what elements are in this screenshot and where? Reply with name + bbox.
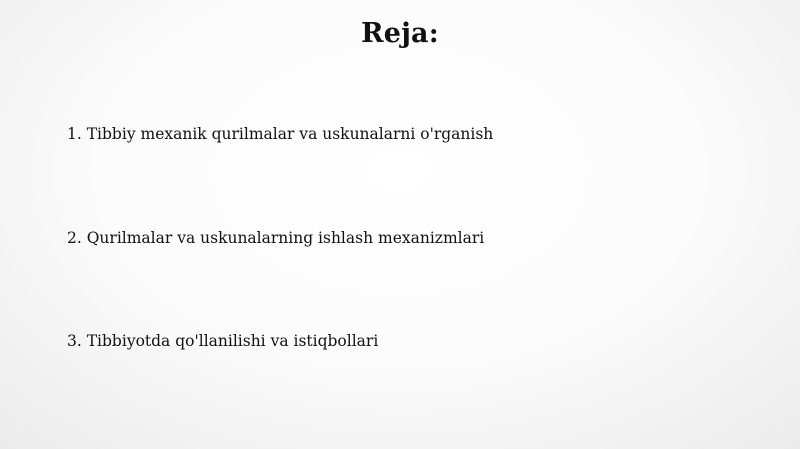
- plan-item-1: 1. Tibbiy mexanik qurilmalar va uskunalarni o'rganish: [67, 125, 494, 143]
- plan-item-3: 3. Tibbiyotda qo'llanilishi va istiqbollari: [67, 332, 379, 350]
- plan-item-2: 2. Qurilmalar va uskunalarning ishlash mexanizmlari: [67, 229, 485, 247]
- slide-title: Reja:: [361, 18, 439, 49]
